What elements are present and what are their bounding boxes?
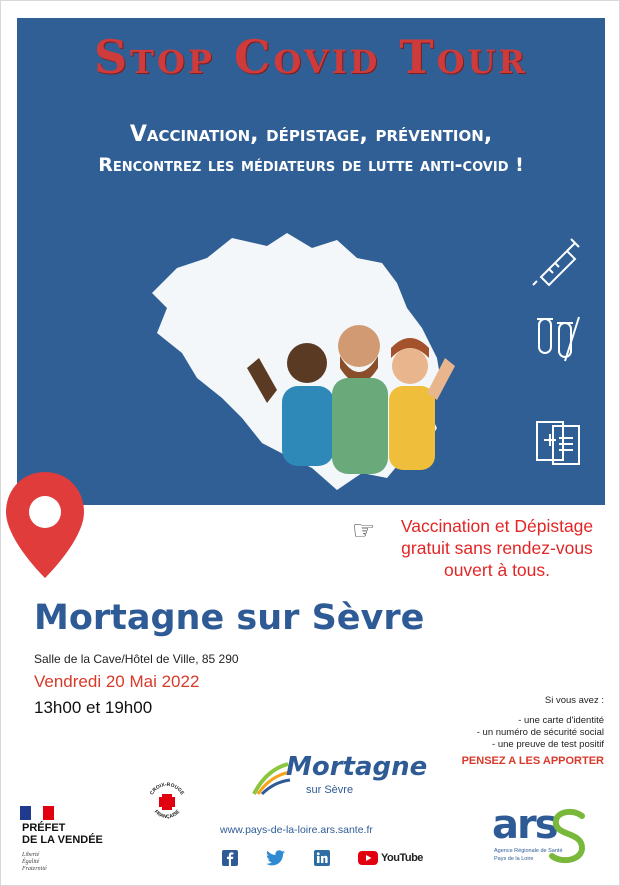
list-item: - un numéro de sécurité social [400,727,604,739]
prefet-logo [20,806,103,872]
ars-s-swoosh-icon [548,808,588,864]
test-tubes-icon [531,311,587,367]
subtitle-line-1: Vaccination, dépistage, prévention, [129,122,493,147]
syringe-icon [529,233,585,289]
website-link[interactable]: www.pays-de-la-loire.ars.sante.fr [220,824,373,836]
youtube-icon[interactable] [358,851,423,865]
list-item: - une preuve de test positif [400,739,604,751]
required-documents [400,695,604,751]
ars-line-1: Agence Régionale de Santé [494,848,563,854]
facebook-icon[interactable] [222,850,238,866]
vendee-map-illustration [137,228,497,498]
republic-motto [22,852,47,873]
prefet-title [22,822,103,846]
social-links [222,850,451,866]
event-town: Mortagne sur Sèvre [34,598,425,638]
prefet-line-2: DE LA VENDÉE [22,834,103,846]
motto-line-2: Égalité [22,859,40,865]
prefet-line-1: PRÉFET [22,822,66,834]
location-pin-icon [4,470,86,582]
croix-rouge-top-text: CROIX-ROUGE [149,781,185,797]
motto-line-3: Fraternité [22,866,47,872]
croix-rouge-logo [144,778,190,824]
mortagne-logo [252,752,428,802]
motto-line-1: Liberté [22,852,40,858]
twitter-icon[interactable] [266,850,286,866]
marianne-flag-icon [20,806,54,820]
poster-title: Stop Covid Tour [93,30,529,84]
subtitle-line-2: Rencontrez les médiateurs de lutte anti-covid ! [98,154,524,176]
event-address: Salle de la Cave/Hôtel de Ville, 85 290 [34,652,239,666]
documents-reminder: PENSEZ A LES APPORTER [461,755,604,767]
medical-documents-icon [531,416,587,472]
mortagne-logo-subtext: sur Sèvre [306,784,354,796]
ars-logo [492,802,592,872]
ars-line-2: Pays de la Loire [494,856,534,862]
free-access-notice: Vaccination et Dépistage gratuit sans rendez-vous ouvert à tous. [400,516,594,580]
svg-text:FRANÇAISE [153,809,182,821]
mortagne-logo-text: Mortagne [286,752,428,782]
documents-list [400,715,604,751]
youtube-label: YouTube [381,852,423,864]
list-item: - une carte d'identité [400,715,604,727]
pointing-hand-icon: ☞ [352,515,376,545]
ars-logo-text: ars [492,802,557,848]
event-hours: 13h00 et 19h00 [34,698,153,717]
croix-rouge-bottom-text: FRANÇAISE [152,809,182,821]
linkedin-icon[interactable] [314,850,330,866]
event-date: Vendredi 20 Mai 2022 [34,672,200,691]
header-banner [17,18,605,505]
documents-title: Si vous avez : [544,695,604,706]
